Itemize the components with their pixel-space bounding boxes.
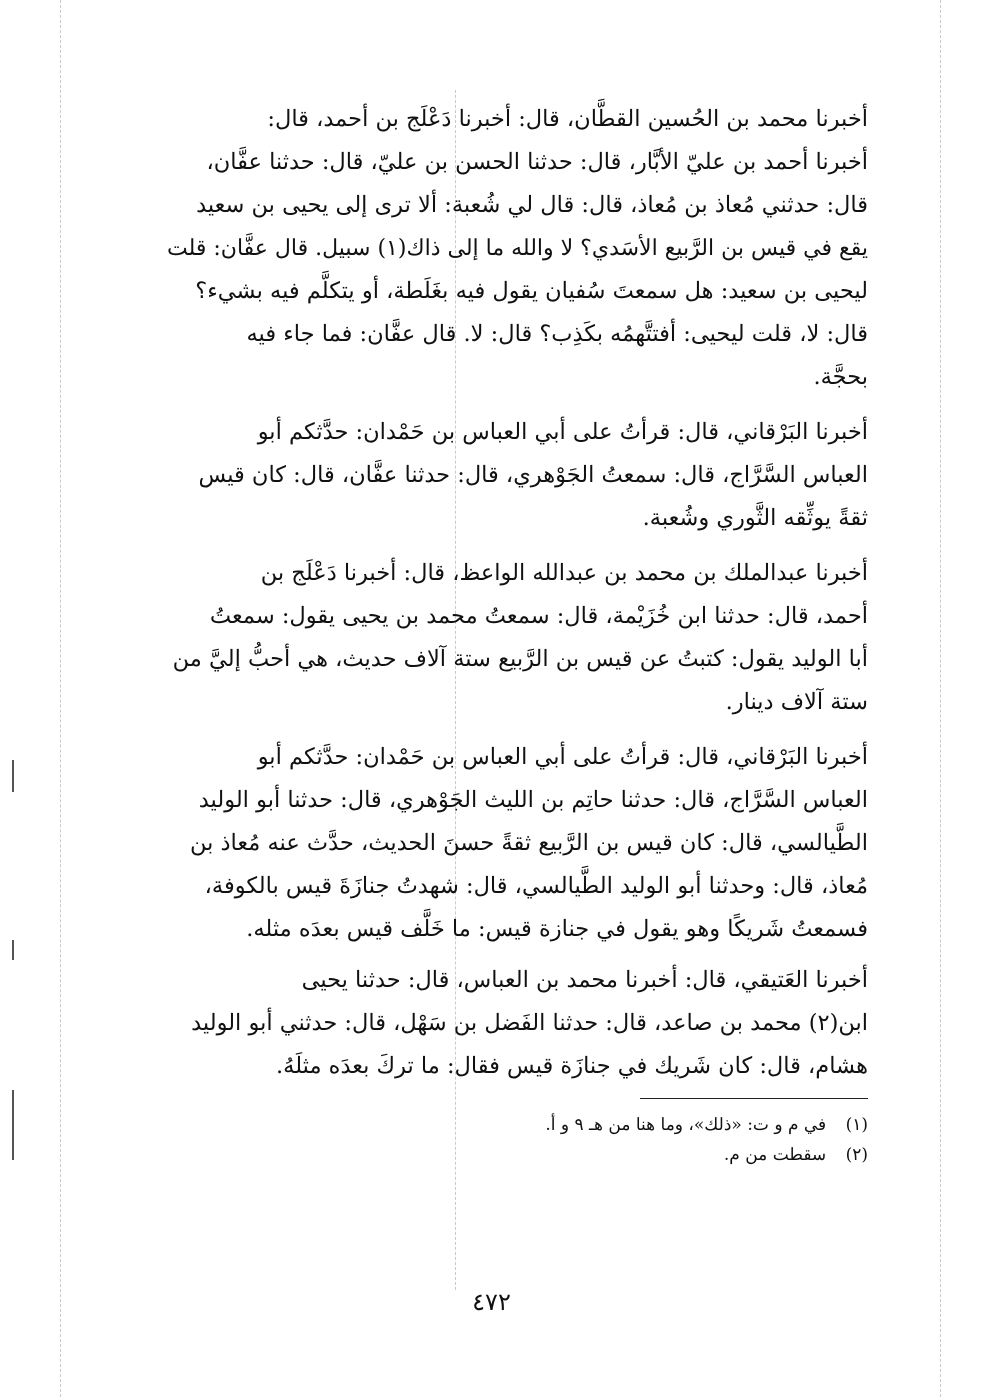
scan-edge-mark — [12, 1090, 14, 1160]
text-line: أخبرنا البَرْقاني، قال: قرأتُ على أبي العباس بن حَمْدان: حدَّثكم أبو — [257, 419, 868, 445]
text-line: أخبرنا أحمد بن عليّ الأبَّار، قال: حدثنا الحسن بن عليّ، قال: حدثنا عفَّان، — [206, 149, 868, 175]
footnote-separator — [640, 1098, 868, 1099]
text-line: ثقةً يوثِّقه الثَّوري وشُعبة. — [642, 505, 868, 531]
scan-artifact-line — [60, 0, 61, 1397]
text-line: أخبرنا البَرْقاني، قال: قرأتُ على أبي العباس بن حَمْدان: حدَّثكم أبو — [257, 744, 868, 770]
main-text — [152, 98, 868, 1088]
text-line: أبا الوليد يقول: كتبتُ عن قيس بن الرَّبيع ستة آلاف حديث، هي أحبُّ إليَّ من — [172, 646, 868, 672]
text-line: بحجَّة. — [813, 364, 868, 390]
footnote-number: (٢) — [845, 1145, 868, 1165]
text-line: أخبرنا محمد بن الحُسين القطَّان، قال: أخبرنا دَعْلَج بن أحمد، قال: — [267, 106, 868, 132]
scan-artifact-line — [940, 0, 941, 1397]
footnote-text: سقطت من م. — [723, 1145, 827, 1165]
paragraph-5 — [152, 959, 868, 1088]
text-line: هشام، قال: كان شَريك في جنازَة قيس فقال: ما تركَ بعدَه مثلَهُ. — [276, 1053, 868, 1079]
text-line: فسمعتُ شَريكًا وهو يقول في جنازة قيس: ما خَلَّف قيس بعدَه مثله. — [246, 916, 868, 942]
text-line: أحمد، قال: حدثنا ابن خُزَيْمة، قال: سمعتُ محمد بن يحيى يقول: سمعتُ — [209, 603, 868, 629]
paragraph-1 — [152, 98, 868, 399]
footnote-text: في م و ت: «ذلك»، وما هنا من هـ ٩ و أ. — [545, 1115, 827, 1135]
scan-edge-mark — [12, 760, 14, 792]
footnote-2 — [440, 1140, 868, 1170]
text-line: يقع في قيس بن الرَّبيع الأسَدي؟ لا والله ما إلى ذاك(١) سبيل. قال عفَّان: قلت — [166, 236, 868, 261]
text-line: ستة آلاف دينار. — [725, 689, 868, 715]
text-line: العباس السَّرَّاج، قال: سمعتُ الجَوْهري، قال: حدثنا عفَّان، قال: كان قيس — [198, 462, 868, 488]
scan-edge-mark — [12, 940, 14, 960]
footnotes — [440, 1110, 868, 1170]
text-line: الطَّيالسي، قال: كان قيس بن الرَّبيع ثقةً حسنَ الحديث، حدَّث عنه مُعاذ بن — [190, 830, 868, 856]
footnote-1 — [440, 1110, 868, 1140]
text-line: أخبرنا عبدالملك بن محمد بن عبدالله الواعظ، قال: أخبرنا دَعْلَج بن — [260, 560, 868, 586]
text-line: قال: لا، قلت ليحيى: أفتتَّهمُه بكَذِب؟ قال: لا. قال عفَّان: فما جاء فيه — [246, 321, 868, 347]
paragraph-4 — [152, 736, 868, 951]
paragraph-3 — [152, 552, 868, 724]
text-line: مُعاذ، قال: وحدثنا أبو الوليد الطَّيالسي، قال: شهدتُ جنازَةَ قيس بالكوفة، — [204, 873, 868, 899]
footnote-number: (١) — [845, 1115, 868, 1135]
text-line: أخبرنا العَتيقي، قال: أخبرنا محمد بن العباس، قال: حدثنا يحيى — [301, 967, 868, 993]
paragraph-2 — [152, 411, 868, 540]
text-line: ليحيى بن سعيد: هل سمعتَ سُفيان يقول فيه بغَلَطة، أو يتكلَّم فيه بشيء؟ — [195, 278, 868, 304]
text-line: قال: حدثني مُعاذ بن مُعاذ، قال: قال لي شُعبة: ألا ترى إلى يحيى بن سعيد — [196, 192, 868, 218]
text-line: العباس السَّرَّاج، قال: حدثنا حاتِم بن الليث الجَوْهري، قال: حدثنا أبو الوليد — [198, 787, 868, 813]
page-number: ٤٧٢ — [472, 1288, 511, 1316]
text-line: ابن(٢) محمد بن صاعد، قال: حدثنا الفَضل بن سَهْل، قال: حدثني أبو الوليد — [191, 1010, 868, 1036]
